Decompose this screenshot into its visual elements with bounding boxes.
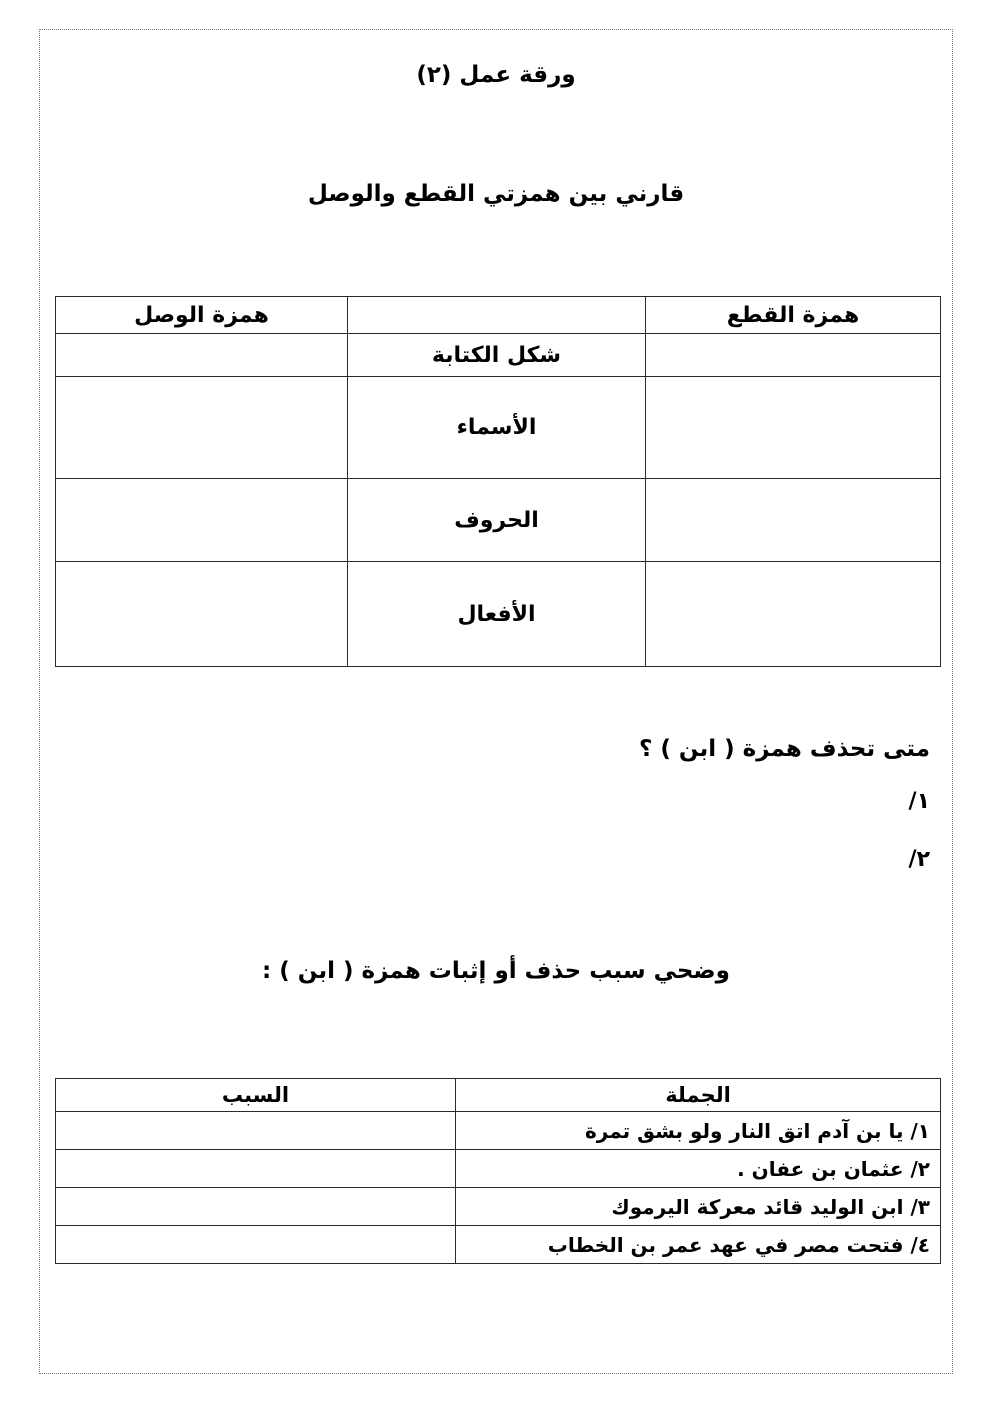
comparison-header-row (56, 297, 941, 334)
sentence-row-4 (56, 1226, 941, 1264)
answer-cell-wasl-nouns (56, 377, 348, 479)
sentence-row-2 (56, 1150, 941, 1188)
answer-cell-wasl-verbs (56, 562, 348, 667)
sentences-header-row (56, 1079, 941, 1112)
comparison-row-verbs (56, 562, 941, 667)
question-blank-line-1: ١/ (908, 789, 930, 814)
sentence-row-3 (56, 1188, 941, 1226)
row-label-verbs: الأفعال (348, 562, 646, 667)
compare-instruction: قارني بين همزتي القطع والوصل (307, 181, 685, 207)
header-hamzat-alwasl: همزة الوصل (56, 297, 348, 334)
reason-cell-1 (56, 1112, 456, 1150)
row-label-nouns: الأسماء (348, 377, 646, 479)
sentence-cell-2: ٢/ عثمان بن عفان . (456, 1150, 941, 1188)
question-blank-line-2: ٢/ (908, 847, 930, 872)
reason-cell-2 (56, 1150, 456, 1188)
sentence-cell-1: ١/ يا بن آدم اتق النار ولو بشق تمرة (456, 1112, 941, 1150)
header-hamzat-alqat: همزة القطع (646, 297, 941, 334)
header-sentence: الجملة (456, 1079, 941, 1112)
comparison-row-nouns (56, 377, 941, 479)
reason-cell-3 (56, 1188, 456, 1226)
comparison-row-particles (56, 479, 941, 562)
sentence-cell-3: ٣/ ابن الوليد قائد معركة اليرموك (456, 1188, 941, 1226)
row-label-particles: الحروف (348, 479, 646, 562)
sentence-row-1 (56, 1112, 941, 1150)
sentences-table (55, 1078, 941, 1264)
answer-cell-qat-particles (646, 479, 941, 562)
header-reason: السبب (56, 1079, 456, 1112)
question-prompt: متى تحذف همزة ( ابن ) ؟ (639, 736, 930, 762)
sentence-cell-4: ٤/ فتحت مصر في عهد عمر بن الخطاب (456, 1226, 941, 1264)
answer-cell-qat-verbs (646, 562, 941, 667)
reason-cell-4 (56, 1226, 456, 1264)
header-middle-empty-cell (348, 297, 646, 334)
answer-cell-wasl-particles (56, 479, 348, 562)
explain-prompt: وضحي سبب حذف أو إثبات همزة ( ابن ) : (262, 958, 730, 984)
answer-cell-wasl-writing-shape (56, 334, 348, 377)
row-label-writing-shape: شكل الكتابة (348, 334, 646, 377)
answer-cell-qat-writing-shape (646, 334, 941, 377)
page-title: ورقة عمل (٢) (416, 62, 576, 88)
answer-cell-qat-nouns (646, 377, 941, 479)
comparison-table (55, 296, 941, 667)
comparison-row-writing-shape (56, 334, 941, 377)
